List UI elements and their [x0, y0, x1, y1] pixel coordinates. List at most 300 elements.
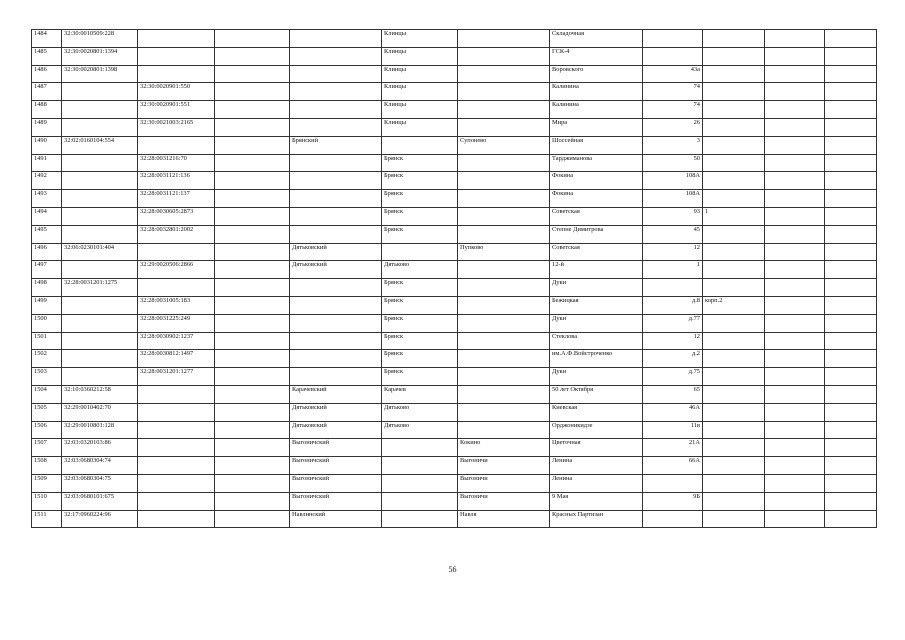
cell-building — [703, 30, 765, 48]
register-table — [31, 29, 877, 528]
cell-street: Калинина — [550, 83, 643, 101]
cell-cadastral-number-b: 32:28:0031216:70 — [138, 154, 215, 172]
cell-district — [290, 47, 382, 65]
cell-building — [703, 279, 765, 297]
cell-district — [290, 118, 382, 136]
cell-street: Орджоникидзе — [550, 421, 643, 439]
cell-settlement: Выгоничи — [458, 492, 550, 510]
cell-empty-col — [215, 207, 290, 225]
table-row — [32, 225, 877, 243]
cell-empty-col — [215, 225, 290, 243]
table-row — [32, 350, 877, 368]
cell-house: д.75 — [643, 368, 703, 386]
cell-cadastral-number-b — [138, 457, 215, 475]
cell-cadastral-number-a — [62, 368, 138, 386]
cell-cadastral-number-b: 32:28:0031005:183 — [138, 296, 215, 314]
cell-city: Дятьково — [382, 261, 458, 279]
cell-row-number: 1509 — [32, 474, 62, 492]
cell-house: 108А — [643, 172, 703, 190]
table-row — [32, 207, 877, 225]
cell-empty-col — [215, 190, 290, 208]
cell-extra — [825, 314, 877, 332]
cell-district — [290, 30, 382, 48]
cell-apartment — [765, 65, 825, 83]
cell-house: 45 — [643, 225, 703, 243]
cell-house: 12 — [643, 332, 703, 350]
cell-city: Брянск — [382, 154, 458, 172]
cell-street: Фокина — [550, 190, 643, 208]
cell-extra — [825, 350, 877, 368]
cell-empty-col — [215, 296, 290, 314]
cell-house: 74 — [643, 101, 703, 119]
cell-cadastral-number-a: 32:29:0010402:70 — [62, 403, 138, 421]
cell-settlement — [458, 154, 550, 172]
cell-cadastral-number-b — [138, 136, 215, 154]
cell-house: 12 — [643, 243, 703, 261]
cell-empty-col — [215, 474, 290, 492]
cell-settlement — [458, 83, 550, 101]
cell-settlement: Навля — [458, 510, 550, 528]
cell-empty-col — [215, 118, 290, 136]
cell-settlement — [458, 261, 550, 279]
cell-street: Мира — [550, 118, 643, 136]
cell-building — [703, 190, 765, 208]
cell-street: Дуки — [550, 279, 643, 297]
cell-settlement — [458, 296, 550, 314]
cell-cadastral-number-a: 32:02:0160104:554 — [62, 136, 138, 154]
table-row — [32, 510, 877, 528]
cell-house — [643, 510, 703, 528]
cell-district — [290, 65, 382, 83]
cell-cadastral-number-a: 32:30:0020801:1398 — [62, 65, 138, 83]
cell-district — [290, 83, 382, 101]
cell-house: 21А — [643, 439, 703, 457]
cell-house: д.8 — [643, 296, 703, 314]
cell-empty-col — [215, 154, 290, 172]
cell-row-number: 1506 — [32, 421, 62, 439]
table-row — [32, 492, 877, 510]
page-number: 56 — [448, 565, 457, 574]
cell-apartment — [765, 492, 825, 510]
cell-extra — [825, 261, 877, 279]
cell-empty-col — [215, 332, 290, 350]
cell-city: Брянск — [382, 314, 458, 332]
cell-row-number: 1511 — [32, 510, 62, 528]
cell-house: 1 — [643, 261, 703, 279]
cell-empty-col — [215, 492, 290, 510]
cell-empty-col — [215, 368, 290, 386]
cell-row-number: 1486 — [32, 65, 62, 83]
cell-row-number: 1487 — [32, 83, 62, 101]
cell-cadastral-number-a: 32:03:0320103:86 — [62, 439, 138, 457]
cell-city — [382, 457, 458, 475]
cell-building — [703, 385, 765, 403]
cell-apartment — [765, 439, 825, 457]
cell-cadastral-number-b — [138, 492, 215, 510]
cell-settlement — [458, 403, 550, 421]
cell-building — [703, 492, 765, 510]
cell-district: Выгоничский — [290, 474, 382, 492]
cell-cadastral-number-a — [62, 118, 138, 136]
cell-cadastral-number-b: 32:28:0032801:2002 — [138, 225, 215, 243]
table-row — [32, 261, 877, 279]
cell-street: Калинина — [550, 101, 643, 119]
cell-extra — [825, 492, 877, 510]
cell-building — [703, 457, 765, 475]
cell-row-number: 1494 — [32, 207, 62, 225]
cell-empty-col — [215, 30, 290, 48]
cell-city: Клинцы — [382, 30, 458, 48]
cell-cadastral-number-a: 32:03:0680304:74 — [62, 457, 138, 475]
cell-extra — [825, 243, 877, 261]
cell-city: Дятьково — [382, 421, 458, 439]
cell-apartment — [765, 279, 825, 297]
cell-row-number: 1492 — [32, 172, 62, 190]
cell-city — [382, 510, 458, 528]
cell-cadastral-number-b — [138, 65, 215, 83]
cell-cadastral-number-a — [62, 225, 138, 243]
cell-cadastral-number-a: 32:03:0680304:75 — [62, 474, 138, 492]
cell-extra — [825, 510, 877, 528]
cell-city: Брянск — [382, 190, 458, 208]
cell-apartment — [765, 30, 825, 48]
cell-street: Шоссейная — [550, 136, 643, 154]
cell-cadastral-number-a: 32:30:0020801:1394 — [62, 47, 138, 65]
cell-district — [290, 207, 382, 225]
cell-street: им.А.Ф.Войстроченко — [550, 350, 643, 368]
cell-street: Воровского — [550, 65, 643, 83]
cell-building — [703, 65, 765, 83]
cell-street: Дуки — [550, 314, 643, 332]
cell-district — [290, 190, 382, 208]
cell-empty-col — [215, 421, 290, 439]
cell-house — [643, 279, 703, 297]
cell-house: 46А — [643, 403, 703, 421]
table-row — [32, 47, 877, 65]
table-row — [32, 279, 877, 297]
table-row — [32, 403, 877, 421]
cell-cadastral-number-a: 32:06:0230101:404 — [62, 243, 138, 261]
cell-city: Клинцы — [382, 65, 458, 83]
table-row — [32, 83, 877, 101]
cell-extra — [825, 118, 877, 136]
table-row — [32, 332, 877, 350]
cell-cadastral-number-b — [138, 439, 215, 457]
cell-building — [703, 172, 765, 190]
cell-cadastral-number-b: 32:30:0021003:2165 — [138, 118, 215, 136]
cell-building: 1 — [703, 207, 765, 225]
cell-row-number: 1488 — [32, 101, 62, 119]
cell-city: Брянск — [382, 172, 458, 190]
cell-street: Ленина — [550, 457, 643, 475]
cell-apartment — [765, 457, 825, 475]
cell-cadastral-number-b: 32:28:0031121:136 — [138, 172, 215, 190]
cell-building — [703, 510, 765, 528]
cell-extra — [825, 101, 877, 119]
table-row — [32, 172, 877, 190]
cell-empty-col — [215, 385, 290, 403]
cell-city — [382, 243, 458, 261]
cell-city: Брянск — [382, 368, 458, 386]
cell-cadastral-number-b: 32:30:0020901:550 — [138, 83, 215, 101]
cell-settlement — [458, 279, 550, 297]
cell-row-number: 1510 — [32, 492, 62, 510]
cell-row-number: 1504 — [32, 385, 62, 403]
cell-cadastral-number-a — [62, 190, 138, 208]
cell-empty-col — [215, 510, 290, 528]
cell-district — [290, 296, 382, 314]
cell-house: 65 — [643, 385, 703, 403]
cell-city: Клинцы — [382, 83, 458, 101]
cell-street: Советская — [550, 207, 643, 225]
cell-settlement: Пупково — [458, 243, 550, 261]
cell-building — [703, 403, 765, 421]
cell-apartment — [765, 261, 825, 279]
cell-row-number: 1497 — [32, 261, 62, 279]
cell-district — [290, 225, 382, 243]
cell-district — [290, 172, 382, 190]
cell-extra — [825, 439, 877, 457]
cell-extra — [825, 136, 877, 154]
cell-apartment — [765, 136, 825, 154]
cell-building — [703, 83, 765, 101]
cell-settlement: Супонево — [458, 136, 550, 154]
cell-building — [703, 332, 765, 350]
cell-cadastral-number-a: 32:30:0010509:228 — [62, 30, 138, 48]
cell-apartment — [765, 83, 825, 101]
cell-city: Брянск — [382, 332, 458, 350]
cell-cadastral-number-b: 32:28:0030902:1237 — [138, 332, 215, 350]
cell-house: д.2 — [643, 350, 703, 368]
table-row — [32, 421, 877, 439]
cell-extra — [825, 368, 877, 386]
cell-apartment — [765, 172, 825, 190]
cell-row-number: 1499 — [32, 296, 62, 314]
cell-street: Складочная — [550, 30, 643, 48]
table-row — [32, 118, 877, 136]
cell-row-number: 1500 — [32, 314, 62, 332]
cell-settlement — [458, 332, 550, 350]
cell-city — [382, 492, 458, 510]
cell-district: Навлинский — [290, 510, 382, 528]
cell-settlement: Кокино — [458, 439, 550, 457]
cell-cadastral-number-a: 32:03:0680101:675 — [62, 492, 138, 510]
cell-apartment — [765, 350, 825, 368]
cell-empty-col — [215, 279, 290, 297]
cell-district — [290, 101, 382, 119]
cell-row-number: 1498 — [32, 279, 62, 297]
cell-building — [703, 154, 765, 172]
cell-settlement — [458, 190, 550, 208]
cell-empty-col — [215, 439, 290, 457]
cell-row-number: 1502 — [32, 350, 62, 368]
cell-district: Дятьковский — [290, 243, 382, 261]
cell-apartment — [765, 190, 825, 208]
cell-row-number: 1484 — [32, 30, 62, 48]
cell-settlement — [458, 30, 550, 48]
cell-extra — [825, 154, 877, 172]
cell-row-number: 1505 — [32, 403, 62, 421]
table-row — [32, 457, 877, 475]
cell-district: Дятьковский — [290, 403, 382, 421]
cell-cadastral-number-b — [138, 47, 215, 65]
cell-cadastral-number-b: 32:29:0020506:2866 — [138, 261, 215, 279]
cell-cadastral-number-a — [62, 350, 138, 368]
cell-city — [382, 474, 458, 492]
cell-house — [643, 474, 703, 492]
cell-city: Дятьково — [382, 403, 458, 421]
cell-cadastral-number-b: 32:28:0031121:137 — [138, 190, 215, 208]
cell-city: Клинцы — [382, 47, 458, 65]
cell-cadastral-number-a — [62, 172, 138, 190]
cell-settlement — [458, 421, 550, 439]
cell-apartment — [765, 332, 825, 350]
cell-apartment — [765, 243, 825, 261]
table-row — [32, 296, 877, 314]
cell-apartment — [765, 474, 825, 492]
cell-street: ГСК-4 — [550, 47, 643, 65]
cell-house: 3 — [643, 136, 703, 154]
cell-house: 66А — [643, 457, 703, 475]
cell-cadastral-number-b: 32:28:0031225:249 — [138, 314, 215, 332]
cell-building — [703, 439, 765, 457]
cell-street: Степне Димитрова — [550, 225, 643, 243]
cell-cadastral-number-b: 32:28:0030812:1497 — [138, 350, 215, 368]
cell-house: 50 — [643, 154, 703, 172]
cell-house — [643, 30, 703, 48]
cell-cadastral-number-a: 32:10:0360212:58 — [62, 385, 138, 403]
cell-settlement — [458, 47, 550, 65]
cell-apartment — [765, 118, 825, 136]
cell-apartment — [765, 296, 825, 314]
cell-extra — [825, 421, 877, 439]
cell-settlement — [458, 101, 550, 119]
cell-cadastral-number-b — [138, 385, 215, 403]
cell-cadastral-number-a — [62, 154, 138, 172]
cell-settlement — [458, 385, 550, 403]
cell-apartment — [765, 47, 825, 65]
cell-empty-col — [215, 136, 290, 154]
cell-district: Выгоничский — [290, 439, 382, 457]
cell-city: Брянск — [382, 225, 458, 243]
cell-district: Карачевский — [290, 385, 382, 403]
cell-street: Красных Партизан — [550, 510, 643, 528]
table-row — [32, 439, 877, 457]
cell-cadastral-number-b: 32:28:0031201:1277 — [138, 368, 215, 386]
cell-street: Дуки — [550, 368, 643, 386]
table-row — [32, 314, 877, 332]
cell-street: 50 лет Октября — [550, 385, 643, 403]
cell-street: Стеклова — [550, 332, 643, 350]
cell-city — [382, 439, 458, 457]
cell-row-number: 1503 — [32, 368, 62, 386]
cell-row-number: 1495 — [32, 225, 62, 243]
cell-empty-col — [215, 47, 290, 65]
cell-apartment — [765, 421, 825, 439]
cell-row-number: 1508 — [32, 457, 62, 475]
cell-extra — [825, 332, 877, 350]
cell-extra — [825, 279, 877, 297]
cell-row-number: 1493 — [32, 190, 62, 208]
cell-settlement — [458, 225, 550, 243]
cell-extra — [825, 385, 877, 403]
cell-district: Дятьковский — [290, 421, 382, 439]
cell-apartment — [765, 314, 825, 332]
cell-house: 9Б — [643, 492, 703, 510]
cell-building — [703, 101, 765, 119]
table-row — [32, 136, 877, 154]
cell-cadastral-number-b — [138, 510, 215, 528]
table-row — [32, 385, 877, 403]
cell-cadastral-number-b — [138, 421, 215, 439]
cell-house: 43а — [643, 65, 703, 83]
cell-cadastral-number-a: 32:17:0960224:96 — [62, 510, 138, 528]
cell-empty-col — [215, 350, 290, 368]
cell-building — [703, 368, 765, 386]
cell-house: 108А — [643, 190, 703, 208]
cell-extra — [825, 474, 877, 492]
cell-street: Цветочная — [550, 439, 643, 457]
cell-building — [703, 314, 765, 332]
cell-row-number: 1507 — [32, 439, 62, 457]
cell-extra — [825, 83, 877, 101]
cell-cadastral-number-b — [138, 30, 215, 48]
cell-cadastral-number-b: 32:30:0020901:551 — [138, 101, 215, 119]
cell-building — [703, 243, 765, 261]
cell-cadastral-number-a — [62, 83, 138, 101]
cell-settlement: Выгоничи — [458, 474, 550, 492]
cell-apartment — [765, 207, 825, 225]
cell-cadastral-number-a: 32:29:0010801:128 — [62, 421, 138, 439]
table-row — [32, 30, 877, 48]
cell-house: 26 — [643, 118, 703, 136]
cell-house: д.77 — [643, 314, 703, 332]
cell-building — [703, 118, 765, 136]
cell-apartment — [765, 225, 825, 243]
cell-extra — [825, 207, 877, 225]
cell-building — [703, 136, 765, 154]
cell-extra — [825, 225, 877, 243]
cell-street: 12-й — [550, 261, 643, 279]
cell-cadastral-number-b — [138, 474, 215, 492]
cell-row-number: 1489 — [32, 118, 62, 136]
cell-city: Клинцы — [382, 101, 458, 119]
cell-row-number: 1501 — [32, 332, 62, 350]
cell-district — [290, 350, 382, 368]
cell-settlement: Выгоничи — [458, 457, 550, 475]
cell-apartment — [765, 101, 825, 119]
table-row — [32, 190, 877, 208]
table-row — [32, 154, 877, 172]
cell-cadastral-number-a — [62, 101, 138, 119]
cell-row-number: 1496 — [32, 243, 62, 261]
cell-row-number: 1491 — [32, 154, 62, 172]
cell-building — [703, 261, 765, 279]
cell-apartment — [765, 385, 825, 403]
cell-settlement — [458, 314, 550, 332]
cell-city: Брянск — [382, 207, 458, 225]
cell-district: Выгоничский — [290, 457, 382, 475]
cell-apartment — [765, 403, 825, 421]
cell-empty-col — [215, 65, 290, 83]
table-row — [32, 368, 877, 386]
cell-extra — [825, 403, 877, 421]
cell-empty-col — [215, 83, 290, 101]
cell-building — [703, 225, 765, 243]
cell-empty-col — [215, 403, 290, 421]
cell-extra — [825, 47, 877, 65]
cell-settlement — [458, 172, 550, 190]
